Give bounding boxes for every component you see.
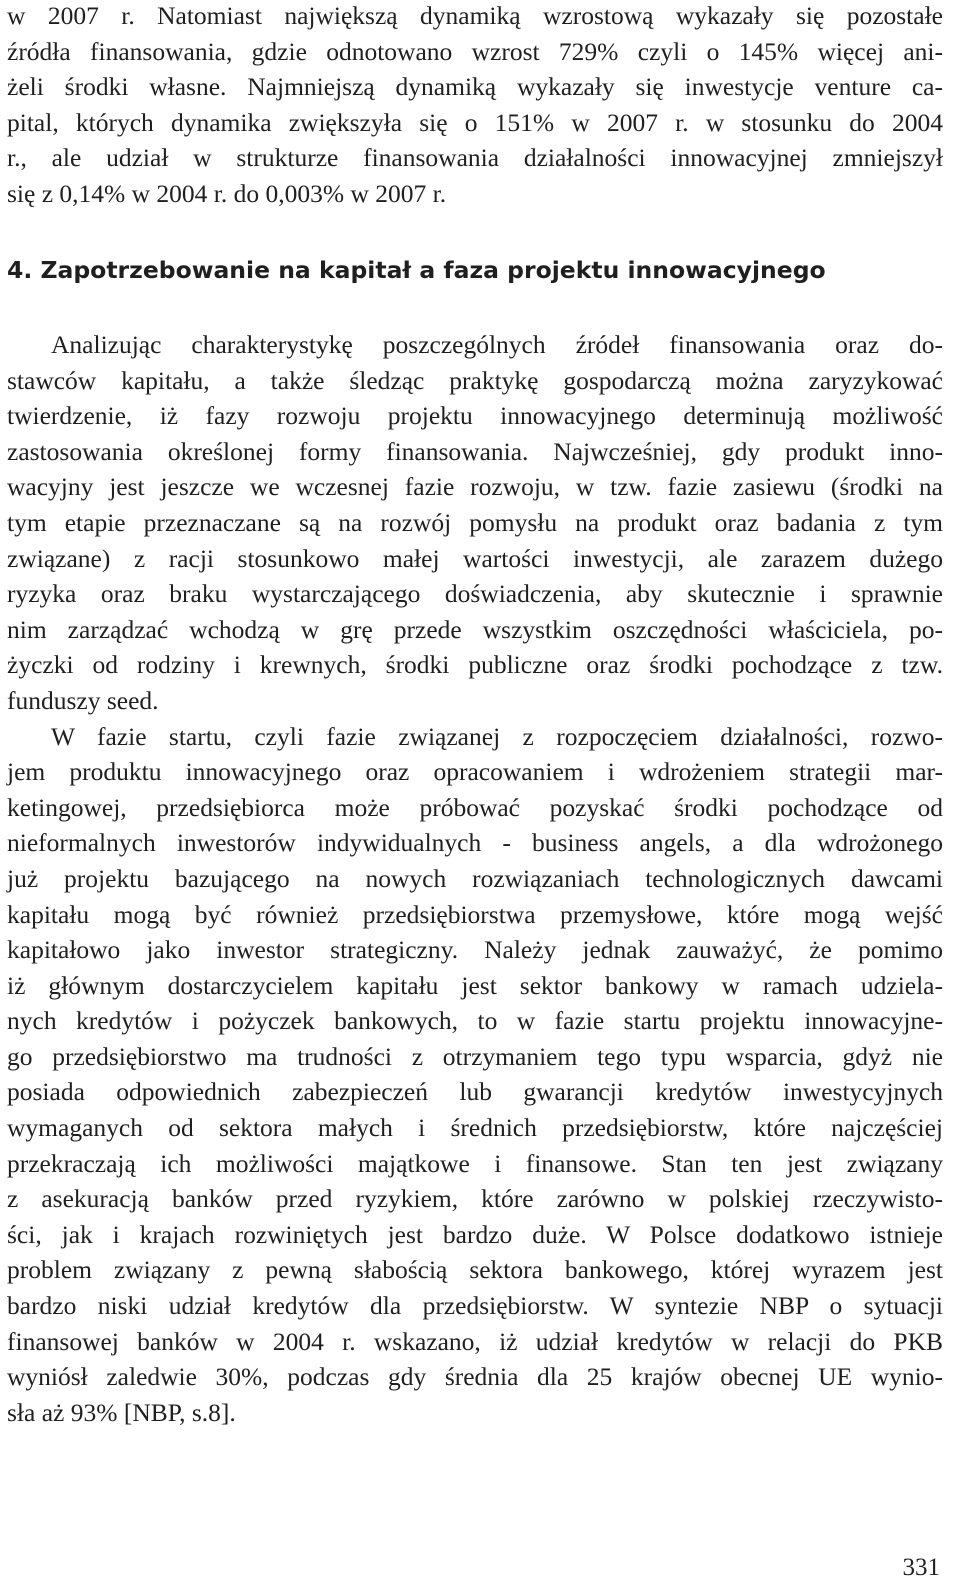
text-line: ryzyka oraz braku wystarczającego doświadczenia, aby skutecznie i sprawnie	[7, 579, 943, 609]
text-line: w 2007 r. Natomiast największą dynamiką wzrostową wykazały się pozostałe	[7, 1, 943, 30]
text-line: ści, jak i krajach rozwiniętych jest bardzo duże. W Polsce dodatkowo istnieje	[7, 1219, 943, 1249]
text-line: kapitału mogą być również przedsiębiorstwa przemysłowe, które mogą wejść	[7, 899, 943, 929]
text-line: wacyjny jest jeszcze we wczesnej fazie rozwoju, w tzw. fazie zasiewu (środki na	[7, 472, 943, 502]
text-line: życzki od rodziny i krewnych, środki publiczne oraz środki pochodzące z tzw.	[7, 650, 943, 680]
text-line: kapitałowo jako inwestor strategiczny. Należy jednak zauważyć, że pomimo	[7, 935, 943, 965]
text-line: pital, których dynamika zwiększyła się o 151% w 2007 r. w stosunku do 2004	[7, 107, 943, 137]
page-number: 331	[902, 1554, 940, 1581]
text-line: go przedsiębiorstwo ma trudności z otrzymaniem tego typu wsparcia, gdyż nie	[7, 1041, 943, 1071]
text-line: ketingowej, przedsiębiorca może próbować pozyskać środki pochodzące od	[7, 792, 943, 822]
text-line: W fazie startu, czyli fazie związanej z rozpoczęciem działalności, rozwo-	[51, 721, 943, 751]
text-line: iż głównym dostarczycielem kapitału jest sektor bankowy w ramach udziela-	[7, 970, 943, 1000]
paragraph-1	[7, 327, 943, 719]
text-line: wyniósł zaledwie 30%, podczas gdy średnia dla 25 krajów obecnej UE wynio-	[7, 1362, 943, 1392]
text-line: problem związany z pewną słabością sektora bankowego, której wyrazem jest	[7, 1255, 943, 1285]
intro-paragraph	[7, 0, 943, 212]
text-line: stawców kapitału, a także śledząc praktykę gospodarczą można zaryzykować	[7, 365, 943, 395]
body-text	[7, 327, 943, 1430]
text-line: zastosowania określonej formy finansowania. Najwcześniej, gdy produkt inno-	[7, 436, 943, 466]
text-line: tym etapie przeznaczane są na rozwój pomysłu na produkt oraz badania z tym	[7, 507, 943, 537]
text-line: źródła finansowania, gdzie odnotowano wzrost 729% czyli o 145% więcej ani-	[7, 36, 943, 66]
text-line: finansowej banków w 2004 r. wskazano, iż udział kredytów w relacji do PKB	[7, 1326, 943, 1356]
text-line: twierdzenie, iż fazy rozwoju projektu innowacyjnego determinują możliwość	[7, 401, 943, 431]
text-line: bardzo niski udział kredytów dla przedsiębiorstw. W syntezie NBP o sytuacji	[7, 1291, 943, 1321]
text-line: już projektu bazującego na nowych rozwiązaniach technologicznych dawcami	[7, 863, 943, 893]
text-line: posiada odpowiednich zabezpieczeń lub gwarancji kredytów inwestycyjnych	[7, 1077, 943, 1107]
text-line: sła aż 93% [NBP, s.8].	[7, 1397, 236, 1427]
text-line: przekraczają ich możliwości majątkowe i finansowe. Stan ten jest związany	[7, 1148, 943, 1178]
text-line: nych kredytów i pożyczek bankowych, to w fazie startu projektu innowacyjne-	[7, 1006, 943, 1036]
paragraph-2	[7, 719, 943, 1431]
text-line: Analizując charakterystykę poszczególnych źródeł finansowania oraz do-	[51, 330, 943, 359]
text-line: jem produktu innowacyjnego oraz opracowaniem i wdrożeniem strategii mar-	[7, 757, 943, 787]
text-line: funduszy seed.	[7, 685, 159, 715]
section-heading: 4. Zapotrzebowanie na kapitał a faza projektu innowacyjnego	[7, 256, 826, 284]
text-line: nim zarządzać wchodzą w grę przede wszystkim oszczędności właściciela, po-	[7, 614, 943, 644]
text-line: się z 0,14% w 2004 r. do 0,003% w 2007 r.	[7, 178, 447, 208]
text-line: związane) z racji stosunkowo małej wartości inwestycji, ale zarazem dużego	[7, 543, 943, 573]
text-line: nieformalnych inwestorów indywidualnych - business angels, a dla wdrożonego	[7, 828, 943, 858]
text-line: wymaganych od sektora małych i średnich przedsiębiorstw, które najczęściej	[7, 1113, 943, 1143]
text-line: z asekuracją banków przed ryzykiem, które zarówno w polskiej rzeczywisto-	[7, 1184, 943, 1214]
text-line: żeli środki własne. Najmniejszą dynamiką wykazały się inwestycje venture ca-	[7, 72, 943, 102]
text-line: r., ale udział w strukturze finansowania działalności innowacyjnej zmniejszył	[7, 143, 943, 173]
